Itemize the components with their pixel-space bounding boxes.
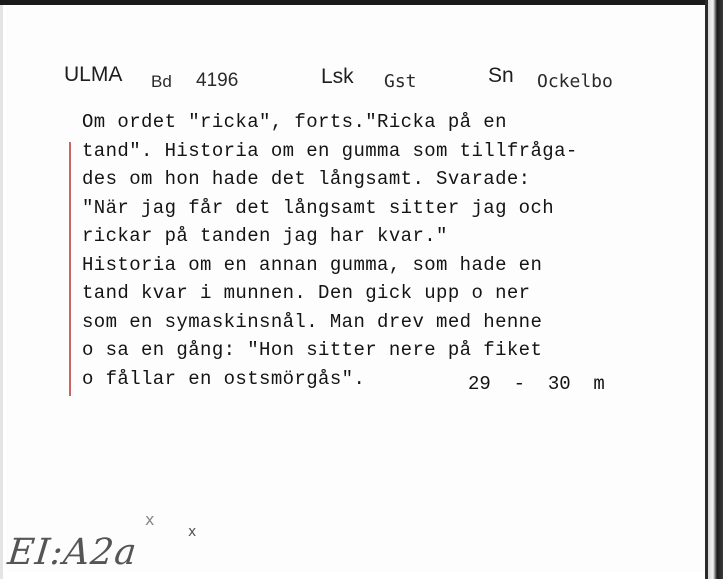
text-line: tand". Historia om en gumma som tillfråga- <box>82 139 578 162</box>
text-line: som en symaskinsnål. Man drev med henne <box>82 310 543 333</box>
scan-edge-right <box>705 0 723 579</box>
text-line: Historia om en annan gumma, som hade en <box>82 253 543 276</box>
text-line: rickar på tanden jag har kvar." <box>82 225 448 247</box>
page-reference: 29 - 30 m <box>468 373 605 395</box>
handwritten-mark: x <box>188 524 197 540</box>
parish-value: Ockelbo <box>537 71 613 92</box>
text-line: "När jag får det långsamt sitter jag och <box>82 196 555 219</box>
parish-label: Sn <box>488 64 514 87</box>
text-line: o sa en gång: "Hon sitter nere på fiket <box>82 339 543 361</box>
handwritten-archive-code <box>5 510 228 579</box>
text-line: tand kvar i munnen. Den gick upp o ner <box>82 282 531 304</box>
scan-edge-left <box>0 0 3 579</box>
scan-edge-top <box>0 0 723 5</box>
archive-code-text: EI:A2a <box>5 532 140 573</box>
province-value: Gst <box>384 71 417 92</box>
text-line: Om ordet "ricka", forts."Ricka på en <box>82 111 507 133</box>
archive-label: ULMA <box>64 63 123 86</box>
volume-label: Bd <box>151 72 172 91</box>
handwritten-mark: x <box>145 510 155 529</box>
text-line: o fållar en ostsmörgås". <box>82 367 366 390</box>
province-label: Lsk <box>321 65 354 88</box>
card-body-text <box>82 108 682 393</box>
margin-rule <box>69 142 71 396</box>
volume-value: 4196 <box>196 70 239 91</box>
text-line: des om hon hade det långsamt. Svarade: <box>82 168 531 190</box>
